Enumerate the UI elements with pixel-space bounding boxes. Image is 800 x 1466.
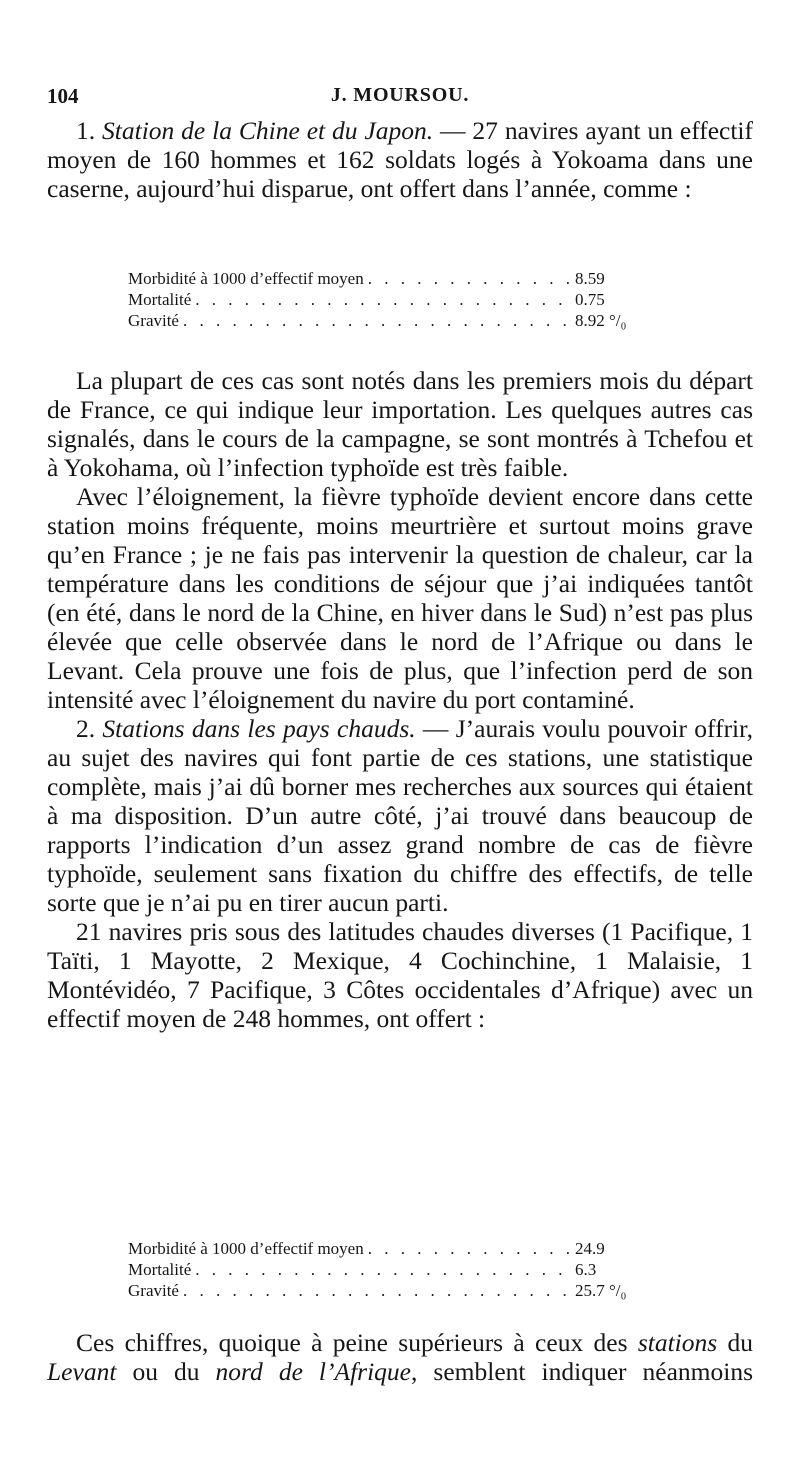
stat-value: 25.7 °/₀	[575, 1281, 627, 1300]
section-2-intro-text: — J’aurais voulu pouvoir offrir, au sujet des navires qui font partie de ces stations, une statistique complète, mais j’ai dû borner mes recherches aux sources qui étaient à ma disposition. D’un autre côté, j’ai trouvé dans beaucoup de rapports l’indication d’un assez grand nombre de cas de fièvre typhoïde, seulement sans fixation du chiffre des effectifs, de telle sorte que je n’ai pu en tirer aucun parti.	[47, 714, 753, 917]
stat-label: Gravité	[128, 311, 179, 330]
closing-paragraph	[47, 1328, 753, 1386]
section-2-title: Stations dans les pays chauds.	[102, 714, 416, 743]
stats-row	[128, 1280, 653, 1301]
stat-value: 8.59	[575, 269, 605, 288]
page-header	[47, 84, 753, 110]
stat-label: Gravité	[128, 1281, 179, 1300]
closing-emphasis-stations: stations	[637, 1328, 718, 1357]
section-1-intro-text: — 27 navires ayant un effectif moyen de 160 hommes et 162 soldats logés à Yokoama dans une caserne, aujourd’hui disparue, ont offert dans l’année, comme :	[47, 116, 754, 203]
leader-dots	[191, 289, 575, 310]
stat-label: Morbidité à 1000 d’effectif moyen	[128, 1239, 364, 1258]
stats-row	[128, 1238, 653, 1259]
stats-row	[128, 1259, 653, 1280]
section-1-title: Station de la Chine et du Japon.	[102, 116, 434, 145]
closing-part-1: Ces chiffres, quoique à peine supérieurs à ceux des	[76, 1328, 628, 1357]
closing-emphasis-levant: Levant	[47, 1357, 117, 1386]
section-2-number: 2.	[76, 714, 96, 743]
leader-dots	[191, 1259, 575, 1280]
section-2-paragraph-2: 21 navires pris sous des latitudes chaudes diverses (1 Pacifique, 1 Taïti, 1 Mayotte, 2 Mexique, 4 Cochinchine, 1 Malaisie, 1 Montévidéo, 7 Pacifique, 3 Côtes occidentales d’Afrique) avec un effectif moyen de 248 hommes, ont offert :	[47, 917, 753, 1033]
closing-part-3: ou du	[132, 1357, 200, 1386]
section-1-paragraph-2: La plupart de ces cas sont notés dans les premiers mois du départ de France, ce qui indique leur importation. Les quelques autres cas signalés, dans le cours de la campagne, se sont montrés à Tchefou et à Yokohama, où l’infection typhoïde est très faible.	[47, 366, 753, 482]
stats-row	[128, 289, 653, 310]
stat-value: 8.92 °/₀	[575, 311, 627, 330]
stats-row	[128, 268, 653, 289]
section-2-heading-paragraph	[47, 714, 753, 917]
section-1-number: 1.	[76, 116, 96, 145]
leader-dots	[364, 268, 575, 289]
leader-dots	[179, 310, 575, 331]
stat-value: 0.75	[575, 290, 605, 309]
section-1-heading-paragraph	[47, 116, 753, 203]
stat-label: Mortalité	[128, 290, 192, 309]
closing-emphasis-nord-afrique: nord de l’Afrique	[215, 1357, 411, 1386]
closing-text	[47, 1328, 753, 1386]
stat-label: Morbidité à 1000 d’effectif moyen	[128, 269, 364, 288]
stat-label: Mortalité	[128, 1260, 192, 1279]
page-number: 104	[47, 84, 79, 108]
leader-dots	[364, 1238, 575, 1259]
closing-part-4: , semblent indiquer néanmoins	[411, 1357, 754, 1386]
stats-table-1	[128, 268, 653, 331]
stats-row	[128, 310, 653, 331]
closing-part-2: du	[727, 1328, 754, 1357]
running-head: J. MOURSOU.	[330, 84, 470, 106]
leader-dots	[179, 1280, 575, 1301]
stat-value: 24.9	[575, 1239, 605, 1258]
stats-table-2	[128, 1238, 653, 1301]
section-1-body	[47, 366, 753, 1033]
section-1-paragraph-3: Avec l’éloignement, la fièvre typhoïde devient encore dans cette station moins fréquente, moins meurtrière et surtout moins grave qu’en France ; je ne fais pas intervenir la question de chaleur, car la température dans les conditions de séjour que j’ai indiquées tantôt (en été, dans le nord de la Chine, en hiver dans le Sud) n’est pas plus élevée que celle observée dans le nord de l’Afrique ou dans le Levant. Cela prouve une fois de plus, que l’infection perd de son intensité avec l’éloignement du navire du port contaminé.	[47, 482, 753, 714]
stat-value: 6.3	[575, 1260, 597, 1279]
section-1-intro	[47, 116, 753, 203]
